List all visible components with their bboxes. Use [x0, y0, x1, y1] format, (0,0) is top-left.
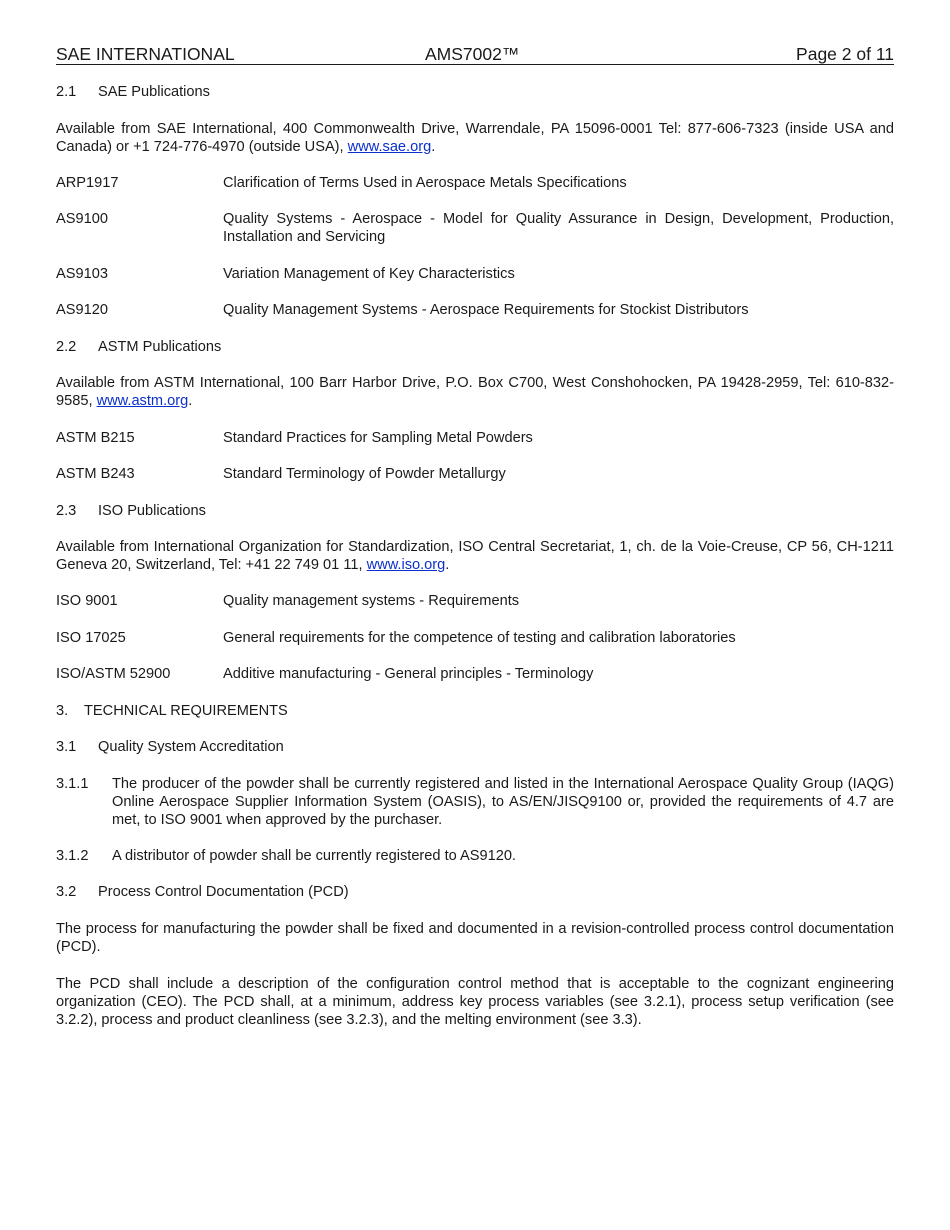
section-number: 2.1: [56, 84, 77, 100]
section-heading-2-3: [56, 502, 206, 520]
reference-code: AS9120: [56, 302, 108, 318]
iso-link[interactable]: www.iso.org: [366, 557, 446, 573]
paragraph-number: 3.1.2: [56, 848, 89, 864]
pcd-paragraph-2: The PCD shall include a description of the configuration control method that is acceptable to the cognizant engineering organization (CEO). The PCD shall, at a minimum, address key process variables (see 3.2.1), process setup verification (see 3.2.2), process and product cleanliness (see 3.2.3), and the melting environment (see 3.3).: [56, 976, 894, 1028]
page-header: [56, 44, 894, 65]
reference-code: ASTM B215: [56, 430, 135, 446]
reference-code: ISO 9001: [56, 593, 118, 609]
reference-code: ISO 17025: [56, 630, 126, 646]
iso-intro-text: Available from International Organization for Standardization, ISO Central Secretariat, 1, ch. de la Voie-Creuse, CP 56, CH-1211 Geneva 20, Switzerland, Tel: +41 22 749 01 11,: [56, 539, 894, 573]
paragraph-text: A distributor of powder shall be currently registered to AS9120.: [112, 848, 516, 864]
paragraph-number: 3.1.1: [56, 776, 89, 792]
section-heading-3: [56, 702, 288, 720]
section-title: Process Control Documentation (PCD): [98, 884, 349, 900]
section-title: ISO Publications: [98, 503, 206, 519]
section-title: SAE Publications: [98, 84, 210, 100]
reference-title: Standard Practices for Sampling Metal Powders: [223, 430, 533, 446]
section-number: 2.2: [56, 339, 77, 355]
reference-title: Variation Management of Key Characteristics: [223, 266, 515, 282]
astm-intro-text: Available from ASTM International, 100 Barr Harbor Drive, P.O. Box C700, West Conshohocken, PA 19428-2959, Tel: 610-832-9585,: [56, 375, 894, 409]
reference-entry: [56, 174, 894, 192]
sae-availability: [56, 120, 894, 156]
sae-intro-text: Available from SAE International, 400 Commonwealth Drive, Warrendale, PA 15096-0001 Tel: 877-606-7323 (inside USA and Canada) or +1 724-776-4970 (outside USA),: [56, 121, 894, 155]
reference-title: Quality Systems - Aerospace - Model for Quality Assurance in Design, Development, Production, Installation and Servicing: [223, 211, 894, 245]
reference-entry: [56, 210, 894, 246]
reference-code: ISO/ASTM 52900: [56, 666, 171, 682]
iso-availability: [56, 538, 894, 574]
reference-code: ARP1917: [56, 175, 119, 191]
reference-entry: [56, 629, 894, 647]
pcd-paragraph-1: The process for manufacturing the powder shall be fixed and documented in a revision-controlled process control documentation (PCD).: [56, 921, 894, 955]
numbered-paragraph-3-1-2: [56, 847, 894, 865]
reference-title: Quality management systems - Requirements: [223, 593, 520, 609]
sae-link[interactable]: www.sae.org: [347, 139, 432, 155]
reference-title: Standard Terminology of Powder Metallurgy: [223, 466, 506, 482]
reference-title: General requirements for the competence of testing and calibration laboratories: [223, 630, 736, 646]
astm-end: .: [188, 393, 193, 409]
section-title: ASTM Publications: [98, 339, 222, 355]
reference-code: AS9103: [56, 266, 108, 282]
sae-end: .: [431, 139, 436, 155]
section-heading-2-2: [56, 338, 221, 356]
iso-end: .: [445, 557, 450, 573]
reference-entry: [56, 592, 894, 610]
reference-entry: [56, 265, 894, 283]
reference-title: Quality Management Systems - Aerospace Requirements for Stockist Distributors: [223, 302, 749, 318]
section-number: 2.3: [56, 503, 77, 519]
astm-availability: [56, 374, 894, 410]
reference-code: ASTM B243: [56, 466, 135, 482]
reference-code: AS9100: [56, 211, 108, 227]
header-org: SAE INTERNATIONAL: [56, 44, 235, 64]
section-heading-3-2: [56, 883, 349, 901]
reference-title: Clarification of Terms Used in Aerospace Metals Specifications: [223, 175, 627, 191]
header-page-number: Page 2 of 11: [796, 44, 894, 64]
header-doc-id: AMS7002™: [425, 44, 520, 64]
section-heading-3-1: [56, 738, 284, 756]
section-number: 3.2: [56, 884, 77, 900]
section-title: TECHNICAL REQUIREMENTS: [84, 703, 288, 719]
section-title: Quality System Accreditation: [98, 739, 284, 755]
section-heading-2-1: [56, 83, 210, 101]
reference-title: Additive manufacturing - General principles - Terminology: [223, 666, 594, 682]
reference-entry: [56, 429, 894, 447]
reference-entry: [56, 301, 894, 319]
section-number: 3.1: [56, 739, 77, 755]
reference-entry: [56, 665, 894, 683]
astm-link[interactable]: www.astm.org: [96, 393, 189, 409]
numbered-paragraph-3-1-1: [56, 775, 894, 829]
section-number: 3.: [56, 703, 69, 719]
reference-entry: [56, 465, 894, 483]
paragraph-text: The producer of the powder shall be currently registered and listed in the International Aerospace Quality Group (IAQG) Online Aerospace Supplier Information System (OASIS), to AS/EN/JISQ9100 or, provided the requirements of 4.7 are met, to ISO 9001 when approved by the purchaser.: [112, 776, 894, 828]
